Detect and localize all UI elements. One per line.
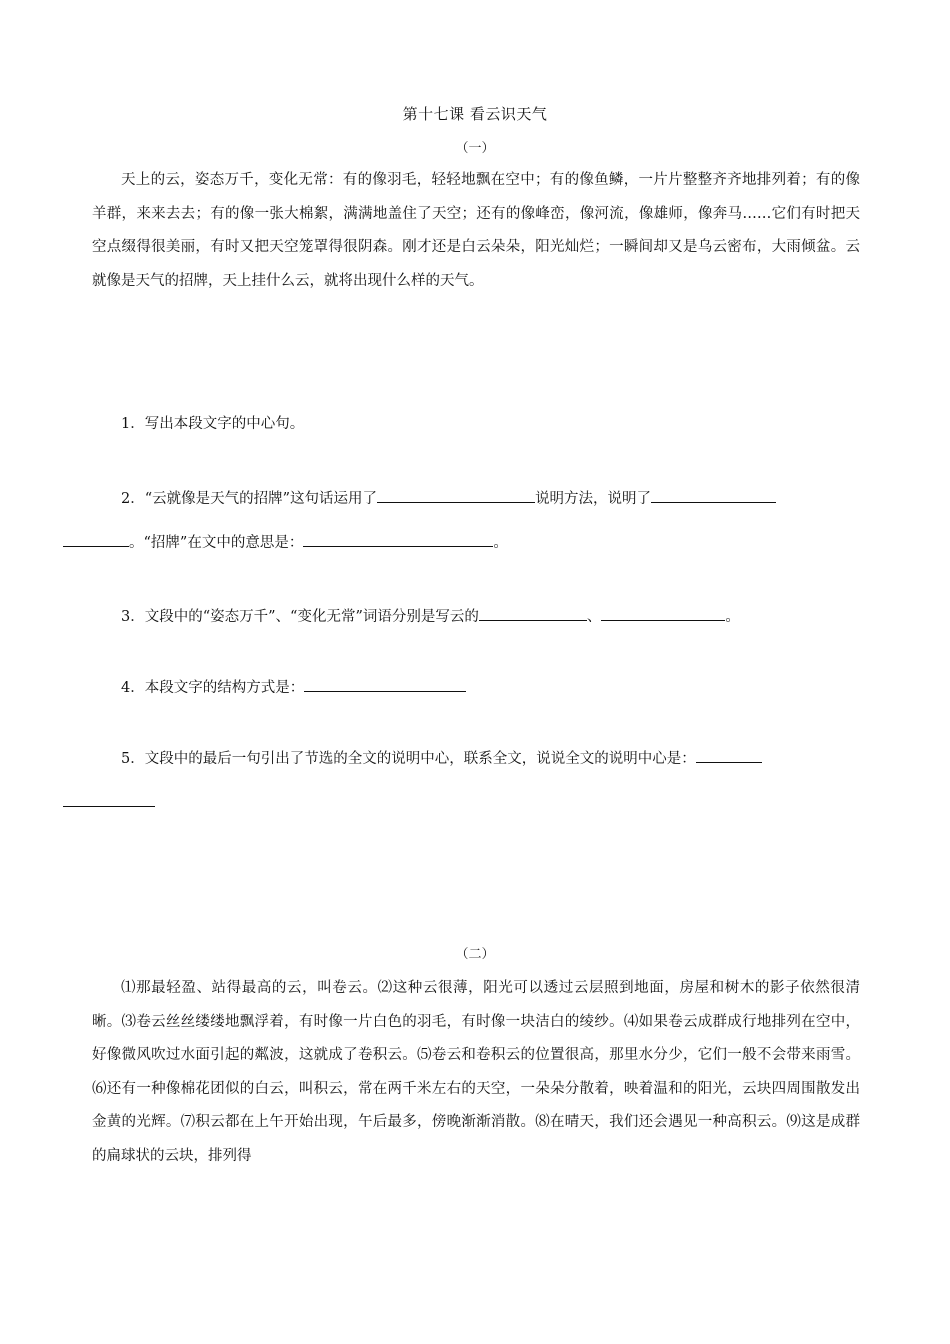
answer-blank-5b[interactable]	[63, 791, 155, 807]
answer-blank-3a[interactable]	[479, 605, 587, 621]
question-2	[92, 477, 860, 565]
question-2-part-3: 。“招牌”在文中的意思是：	[129, 535, 304, 551]
question-5	[92, 737, 860, 825]
answer-blank-2a[interactable]	[377, 487, 535, 503]
answer-blank-2d[interactable]	[303, 531, 493, 547]
answer-blank-2b[interactable]	[651, 487, 776, 503]
question-3-part-1: 3．文段中的“姿态万千”、“变化无常”词语分别是写云的	[121, 609, 479, 625]
question-3-separator: 、	[586, 609, 602, 625]
question-2-part-2: 说明方法，说明了	[535, 491, 652, 507]
section-1-paragraph: 天上的云，姿态万千，变化无常：有的像羽毛，轻轻地飘在空中；有的像鱼鳞，一片片整整齐齐地排列着；有的像羊群，来来去去；有的像一张大棉絮，满满地盖住了天空；还有的像峰峦，像河流，像雄师，像奔马……它们有时把天空点缀得很美丽，有时又把天空笼罩得很阴森。刚才还是白云朵朵，阳光灿烂；一瞬间却又是乌云密布，大雨倾盆。云就像是天气的招牌，天上挂什么云，就将出现什么样的天气。	[92, 172, 860, 289]
question-2-part-4: 。	[493, 535, 508, 551]
answer-blank-2c[interactable]	[63, 531, 129, 547]
question-1: 1．写出本段文字的中心句。	[121, 416, 305, 432]
section-2-paragraph: ⑴那最轻盈、站得最高的云，叫卷云。⑵这种云很薄，阳光可以透过云层照到地面，房屋和树木的影子依然很清晰。⑶卷云丝丝缕缕地飘浮着，有时像一片白色的羽毛，有时像一块洁白的绫纱。⑷如果卷云成群成行地排列在空中，好像微风吹过水面引起的粼波，这就成了卷积云。⑸卷云和卷积云的位置很高，那里水分少，它们一般不会带来雨雪。⑹还有一种像棉花团似的白云，叫积云，常在两千米左右的天空，一朵朵分散着，映着温和的阳光，云块四周围散发出金黄的光辉。⑺积云都在上午开始出现，午后最多，傍晚渐渐消散。⑻在晴天，我们还会遇见一种高积云。⑼这是成群的扁球状的云块，排列得	[92, 980, 860, 1164]
answer-blank-5a[interactable]	[696, 747, 762, 763]
question-4-text: 4．本段文字的结构方式是：	[121, 680, 305, 696]
question-4	[92, 666, 860, 710]
answer-blank-4[interactable]	[304, 676, 466, 692]
answer-blank-3b[interactable]	[601, 605, 725, 621]
question-5-text: 5．文段中的最后一句引出了节选的全文的说明中心，联系全文，说说全文的说明中心是：	[121, 751, 696, 767]
section-1-label: （一）	[455, 141, 495, 156]
question-3-end: 。	[725, 609, 740, 625]
question-2-part-1: 2．“云就像是天气的招牌”这句话运用了	[121, 491, 378, 507]
section-2-label: （二）	[455, 947, 495, 962]
lesson-title: 第十七课 看云识天气	[402, 105, 548, 123]
question-3	[92, 595, 860, 639]
